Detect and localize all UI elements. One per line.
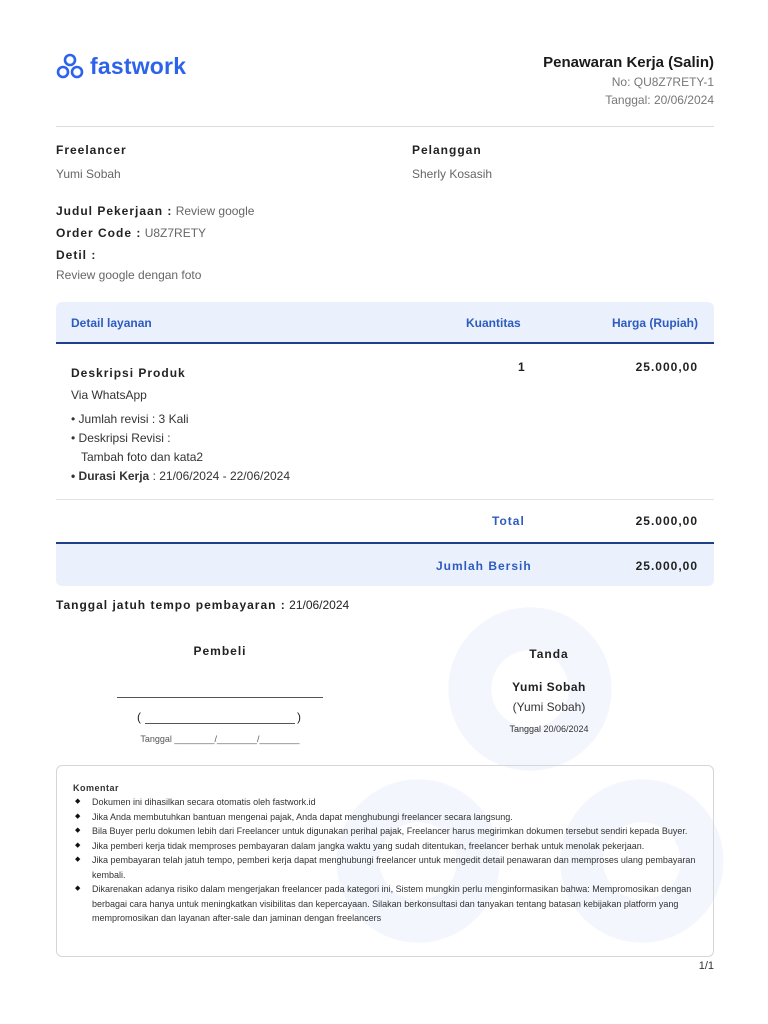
work-duration-value: : 21/06/2024 - 22/06/2024 bbox=[149, 469, 291, 483]
net-total-row bbox=[56, 544, 714, 586]
page-number: 1/1 bbox=[698, 960, 714, 972]
order-code-row bbox=[56, 226, 254, 240]
buyer-signature-line bbox=[117, 697, 323, 698]
comments-box bbox=[56, 765, 714, 957]
buyer-heading: Pembeli bbox=[193, 644, 247, 658]
customer-block bbox=[412, 143, 492, 181]
work-duration-label: • Durasi Kerja bbox=[71, 469, 150, 483]
paren-close: ) bbox=[297, 710, 301, 724]
product-title: Deskripsi Produk bbox=[71, 366, 186, 380]
buyer-name-line bbox=[145, 723, 295, 724]
buyer-date: Tanggal ________/________/________ bbox=[140, 734, 300, 744]
payment-due bbox=[56, 598, 349, 612]
item-price: 25.000,00 bbox=[635, 360, 698, 374]
total-label: Total bbox=[492, 514, 525, 528]
table-header bbox=[56, 302, 714, 344]
document-header bbox=[56, 50, 714, 114]
total-amount: 25.000,00 bbox=[635, 514, 698, 528]
revision-desc-value: Tambah foto dan kata2 bbox=[81, 450, 204, 464]
fastwork-logo-icon bbox=[56, 52, 84, 80]
document-number: No: QU8Z7RETY-1 bbox=[611, 75, 714, 89]
detail-label: Detil : bbox=[56, 248, 97, 262]
comment-item: ◆ Jika Anda membutuhkan bantuan mengenai pajak, Anda dapat menghubungi freelancer secara langsung. bbox=[73, 810, 697, 825]
net-total-label: Jumlah Bersih bbox=[436, 559, 532, 573]
sign-date: Tanggal 20/06/2024 bbox=[509, 724, 589, 734]
comment-item: ◆ Dikarenakan adanya risiko dalam mengerjakan freelancer pada kategori ini, Sistem mungkin perlu menginformasikan bahwa: Mempromosikan dengan berbagai cara hanya untuk meningkatkan visibilitas dan kepercayaan. Silakan berkonsultasi dan tanyakan tentang batasan kebijakan platform yang mempromosikan dan layanan after-sale dan jaminan dengan freelancers bbox=[73, 882, 697, 926]
revision-desc-label: • Deskripsi Revisi : bbox=[71, 431, 171, 445]
paren-open: ( bbox=[137, 710, 141, 724]
product-details bbox=[71, 412, 290, 488]
signer-name-paren: (Yumi Sobah) bbox=[512, 700, 586, 714]
buyer-name-field bbox=[115, 710, 325, 724]
customer-name: Sherly Kosasih bbox=[412, 167, 493, 181]
order-code-value: U8Z7RETY bbox=[144, 226, 207, 240]
header-price: Harga (Rupiah) bbox=[611, 316, 698, 330]
detail-value: Review google dengan foto bbox=[56, 268, 202, 282]
document-meta bbox=[543, 54, 714, 107]
document-date: Tanggal: 20/06/2024 bbox=[605, 93, 714, 107]
buyer-signature bbox=[115, 644, 325, 744]
signer-name: Yumi Sobah bbox=[512, 680, 586, 694]
table-row bbox=[56, 344, 714, 500]
comments-heading: Komentar bbox=[73, 783, 120, 793]
sign-heading: Tanda bbox=[529, 647, 569, 661]
customer-heading: Pelanggan bbox=[412, 143, 482, 157]
detail-row bbox=[56, 248, 254, 262]
freelancer-heading: Freelancer bbox=[56, 143, 127, 157]
job-title-value: Review google bbox=[175, 204, 255, 218]
job-title-label: Judul Pekerjaan : bbox=[56, 204, 173, 218]
document-title: Penawaran Kerja (Salin) bbox=[543, 54, 714, 71]
product-subtitle: Via WhatsApp bbox=[71, 388, 147, 402]
order-code-label: Order Code : bbox=[56, 226, 142, 240]
revision-count: • Jumlah revisi : 3 Kali bbox=[71, 412, 189, 426]
fastwork-logo bbox=[56, 52, 186, 80]
payment-due-label: Tanggal jatuh tempo pembayaran : bbox=[56, 598, 286, 612]
header-service: Detail layanan bbox=[71, 316, 152, 330]
service-table bbox=[56, 302, 714, 586]
freelancer-block bbox=[56, 143, 127, 181]
total-row bbox=[56, 500, 714, 544]
seller-signature bbox=[470, 647, 628, 734]
comment-item: ◆ Jika pembayaran telah jatuh tempo, pemberi kerja dapat menghubungi freelancer untuk mengedit detail penawaran dan memproses ulang pembayaran kembali. bbox=[73, 853, 697, 882]
comment-item: ◆ Jika pemberi kerja tidak memproses pembayaran dalam jangka waktu yang sudah ditentukan, freelancer berhak untuk menolak pekerjaan. bbox=[73, 839, 697, 854]
brand-name: fastwork bbox=[90, 52, 187, 79]
item-quantity: 1 bbox=[518, 360, 525, 374]
work-duration bbox=[71, 469, 290, 488]
payment-due-value: 21/06/2024 bbox=[285, 598, 350, 612]
job-title-row bbox=[56, 204, 254, 218]
comment-item: ◆ Dokumen ini dihasilkan secara otomatis oleh fastwork.id bbox=[73, 795, 697, 810]
comment-item: ◆ Bila Buyer perlu dokumen lebih dari Freelancer untuk digunakan perihal pajak, Freelancer harus megirimkan dokumen tersebut sendiri kepada Buyer. bbox=[73, 824, 697, 839]
comments-list bbox=[73, 795, 697, 926]
job-info bbox=[56, 204, 254, 282]
header-quantity: Kuantitas bbox=[466, 316, 521, 330]
net-total-amount: 25.000,00 bbox=[635, 559, 698, 573]
header-divider bbox=[56, 126, 714, 127]
freelancer-name: Yumi Sobah bbox=[56, 167, 121, 181]
